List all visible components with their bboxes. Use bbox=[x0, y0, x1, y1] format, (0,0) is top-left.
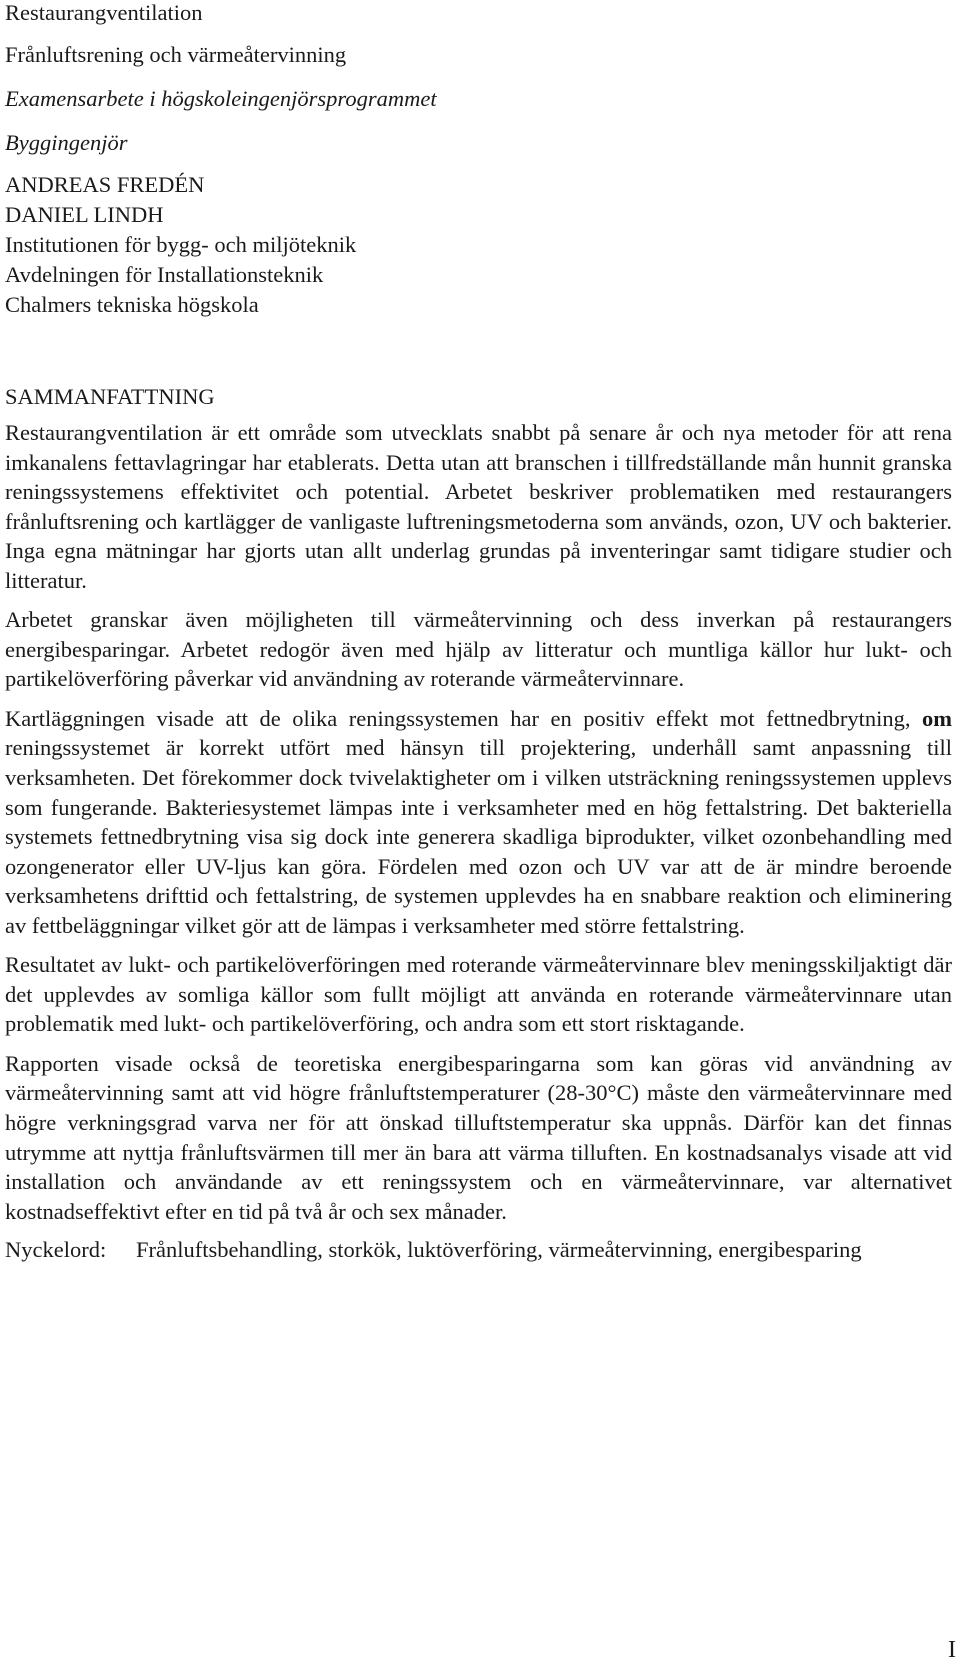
paragraph-text: Kartläggningen visade att de olika reningssystemen har en positiv effekt mot fettnedbrytning, bbox=[5, 705, 922, 731]
paragraph-text: reningssystemet är korrekt utfört med hänsyn till projektering, underhåll samt anpassning till verksamheten. Det förekommer dock tvivelaktigheter om i vilken utsträckning reningssystemen upplevs som fungerande. Bakteriesystemet lämpas inte i verksamheter med en hög fettalstring. Det bakteriella systemets fettnedbrytning visa sig dock inte generera skadliga biprodukter, vilket ozonbehandling med ozongenerator eller UV-ljus kan göra. Fördelen med ozon och UV var att de är mindre beroende verksamhetens drifttid och fettalstring, de systemen upplevdes ha en snabbare reaktion och eliminering av fettbeläggningar vilket gör att de lämpas i verksamheter med större fettalstring. bbox=[5, 735, 952, 938]
thesis-type: Examensarbete i högskoleingenjörsprogrammet bbox=[5, 86, 437, 111]
abstract-paragraph: Resultatet av lukt- och partikelöverföringen med roterande värmeåtervinnare blev meningsskiljaktigt där det upplevdes av somliga källor som fullt möjligt att använda en roterande värmeåtervinnare utan problematik med lukt- och partikelöverföring, och andra som ett stort risktagande. bbox=[5, 952, 952, 1037]
title-block bbox=[5, 0, 952, 170]
page-number: I bbox=[948, 1637, 956, 1663]
keywords-label: Nyckelord: bbox=[5, 1237, 107, 1263]
keywords bbox=[5, 1235, 952, 1265]
keywords-text: Frånluftsbehandling, storkök, luktöverföring, värmeåtervinning, energibesparing bbox=[136, 1237, 862, 1263]
author-name: DANIEL LINDH bbox=[5, 202, 164, 227]
division: Avdelningen för Installationsteknik bbox=[5, 262, 324, 287]
university: Chalmers tekniska högskola bbox=[5, 292, 259, 317]
document-subtitle: Frånluftsrening och värmeåtervinning bbox=[5, 42, 347, 67]
abstract-paragraph: Arbetet granskar även möjligheten till värmeåtervinning och dess inverkan på restaurangers energibesparingar. Arbetet redogör även med hjälp av litteratur och muntliga källor hur lukt- och partikelöverföring påverkar vid användning av roterande värmeåtervinnare. bbox=[5, 607, 952, 692]
document-page bbox=[5, 0, 952, 1265]
author-block bbox=[5, 170, 952, 320]
department: Institutionen för bygg- och miljöteknik bbox=[5, 232, 357, 257]
abstract-paragraph: Restaurangventilation är ett område som utvecklats snabbt på senare år och nya metoder för att rena imkanalens fettavlagringar har etablerats. Detta utan att branschen i tillfredställande mån hunnit granska reningssystemens effektivitet och potential. Arbetet beskriver problematiken med restaurangers frånluftsrening och kartlägger de vanligaste luftreningsmetoderna som används, ozon, UV och bakterier. Inga egna mätningar har gjorts utan allt underlag grundas på inventeringar samt tidigare studier och litteratur. bbox=[5, 420, 952, 593]
abstract-heading: SAMMANFATTNING bbox=[5, 384, 215, 409]
author-name: ANDREAS FREDÉN bbox=[5, 172, 205, 197]
document-title: Restaurangventilation bbox=[5, 0, 203, 25]
abstract-paragraph: Rapporten visade också de teoretiska energibesparingarna som kan göras vid användning av värmeåtervinning samt att vid högre frånluftstemperaturer (28-30°C) måste den värmeåtervinnare med högre verkningsgrad varva ner för att önskad tilluftstemperatur ska uppnås. Därför kan det finnas utrymme att nyttja frånluftsvärmen till mer än bara att värma tilluften. En kostnadsanalys visade att vid installation och användande av ett reningssystem och en värmeåtervinnare, var alternativet kostnadseffektivt efter en tid på två år och sex månader. bbox=[5, 1050, 952, 1224]
emphasis-text: om bbox=[922, 705, 952, 731]
abstract-paragraph-findings bbox=[5, 704, 952, 940]
programme-name: Byggingenjör bbox=[5, 130, 128, 155]
